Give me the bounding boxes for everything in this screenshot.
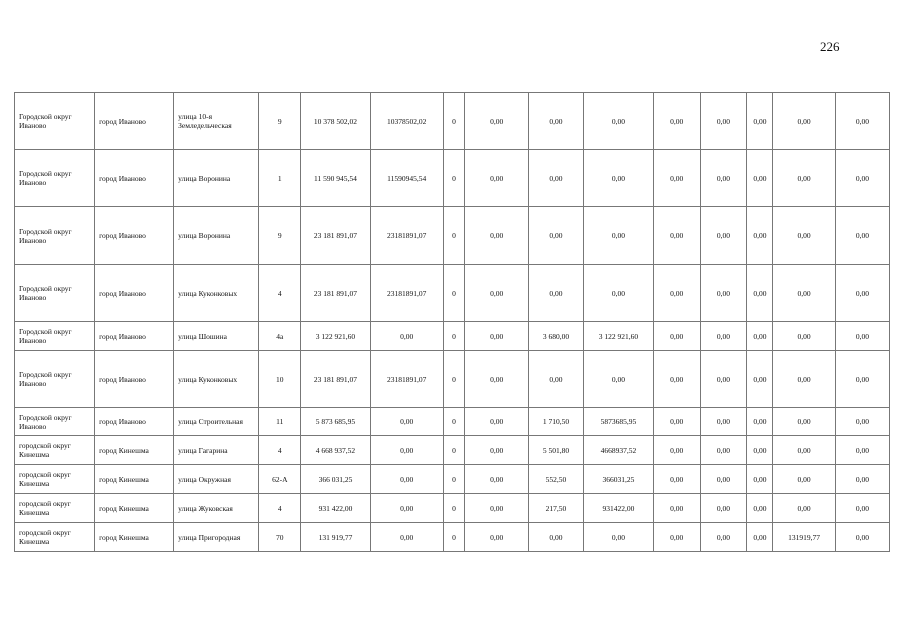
table-cell: 0: [443, 494, 465, 523]
table-cell: 131 919,77: [301, 523, 371, 552]
table-cell: 23181891,07: [370, 265, 443, 322]
table-cell: городской округ Кинешма: [15, 523, 95, 552]
table-cell: 0,00: [465, 207, 528, 265]
table-cell: улица Жуковская: [174, 494, 259, 523]
table-cell: 0: [443, 408, 465, 436]
table-cell: город Иваново: [95, 351, 174, 408]
table-cell: 5 873 685,95: [301, 408, 371, 436]
table-cell: 0,00: [653, 207, 700, 265]
table-row: [15, 523, 890, 552]
table-body: [15, 93, 890, 552]
table-cell: 0,00: [747, 494, 773, 523]
table-cell: 0,00: [465, 93, 528, 150]
table-cell: 11: [259, 408, 301, 436]
table-cell: город Иваново: [95, 93, 174, 150]
table-cell: 62-А: [259, 465, 301, 494]
table-cell: 0,00: [653, 93, 700, 150]
table-cell: 0,00: [528, 351, 583, 408]
page-number: 226: [820, 39, 840, 54]
table-cell: 0,00: [700, 494, 747, 523]
table-row: [15, 351, 890, 408]
table-cell: 931422,00: [584, 494, 654, 523]
table-cell: 0,00: [747, 93, 773, 150]
table-row: [15, 207, 890, 265]
table-cell: город Иваново: [95, 322, 174, 351]
table-cell: 552,50: [528, 465, 583, 494]
table-cell: Городской округ Иваново: [15, 207, 95, 265]
table-cell: город Кинешма: [95, 465, 174, 494]
table-cell: 0,00: [700, 93, 747, 150]
table-cell: 0,00: [370, 465, 443, 494]
table-cell: 0: [443, 93, 465, 150]
table-cell: 5873685,95: [584, 408, 654, 436]
table-cell: 0,00: [835, 150, 889, 207]
table-cell: 4а: [259, 322, 301, 351]
table-cell: 9: [259, 207, 301, 265]
table-cell: 0,00: [773, 351, 835, 408]
table-cell: 4: [259, 436, 301, 465]
table-cell: 0,00: [584, 207, 654, 265]
table-row: [15, 408, 890, 436]
table-cell: 0,00: [773, 265, 835, 322]
table-cell: 0,00: [700, 322, 747, 351]
table-cell: Городской округ Иваново: [15, 93, 95, 150]
table-cell: 0,00: [747, 465, 773, 494]
table-cell: город Иваново: [95, 408, 174, 436]
table-cell: 931 422,00: [301, 494, 371, 523]
table-cell: 0,00: [700, 150, 747, 207]
table-cell: 0,00: [528, 150, 583, 207]
table-cell: 0,00: [700, 265, 747, 322]
table-cell: 0,00: [747, 265, 773, 322]
table-row: [15, 150, 890, 207]
table-cell: 366031,25: [584, 465, 654, 494]
table-cell: улица Шошина: [174, 322, 259, 351]
table-cell: 0,00: [528, 207, 583, 265]
table-cell: 0,00: [653, 523, 700, 552]
table-cell: 0,00: [370, 408, 443, 436]
table-cell: 0,00: [465, 494, 528, 523]
table-cell: 1 710,50: [528, 408, 583, 436]
table-cell: 0,00: [747, 150, 773, 207]
table-cell: 3 122 921,60: [584, 322, 654, 351]
table-cell: 0,00: [584, 523, 654, 552]
table-cell: 0: [443, 265, 465, 322]
table-cell: город Кинешма: [95, 523, 174, 552]
table-cell: 0: [443, 207, 465, 265]
table-cell: 0,00: [700, 436, 747, 465]
table-cell: 0,00: [653, 351, 700, 408]
table-cell: 0,00: [773, 436, 835, 465]
table-cell: 23 181 891,07: [301, 265, 371, 322]
table-row: [15, 494, 890, 523]
table-cell: 23 181 891,07: [301, 207, 371, 265]
table-cell: городской округ Кинешма: [15, 436, 95, 465]
table-cell: 0,00: [465, 436, 528, 465]
table-cell: 70: [259, 523, 301, 552]
table-cell: 0,00: [584, 351, 654, 408]
table-cell: 0,00: [773, 465, 835, 494]
table-cell: 3 680,00: [528, 322, 583, 351]
table-cell: 0,00: [835, 93, 889, 150]
table-cell: улица Воронина: [174, 150, 259, 207]
table-cell: 0,00: [465, 465, 528, 494]
table-cell: 0,00: [700, 408, 747, 436]
table-cell: 0: [443, 436, 465, 465]
table-row: [15, 93, 890, 150]
table-cell: 0,00: [835, 436, 889, 465]
table-cell: 4 668 937,52: [301, 436, 371, 465]
table-cell: 0,00: [835, 408, 889, 436]
table-cell: 0,00: [747, 523, 773, 552]
table-cell: 3 122 921,60: [301, 322, 371, 351]
table-cell: 0,00: [700, 465, 747, 494]
table-cell: городской округ Кинешма: [15, 465, 95, 494]
table-cell: 9: [259, 93, 301, 150]
table-cell: 0,00: [835, 322, 889, 351]
table-cell: 10: [259, 351, 301, 408]
table-cell: 4: [259, 494, 301, 523]
table-cell: 0,00: [835, 494, 889, 523]
table-cell: 0,00: [584, 265, 654, 322]
table-cell: 0,00: [465, 523, 528, 552]
table-cell: 0: [443, 322, 465, 351]
table-cell: 0,00: [528, 265, 583, 322]
table-row: [15, 465, 890, 494]
table-cell: 5 501,80: [528, 436, 583, 465]
table-cell: 0,00: [747, 408, 773, 436]
table-cell: город Иваново: [95, 207, 174, 265]
table-cell: 0,00: [465, 150, 528, 207]
table-cell: Городской округ Иваново: [15, 408, 95, 436]
table-row: [15, 322, 890, 351]
table-cell: город Кинешма: [95, 494, 174, 523]
table-cell: 0,00: [700, 351, 747, 408]
table-cell: 0,00: [370, 322, 443, 351]
table-row: [15, 436, 890, 465]
table-cell: 0,00: [465, 322, 528, 351]
table-cell: 23 181 891,07: [301, 351, 371, 408]
table-cell: 0,00: [370, 523, 443, 552]
table-cell: улица Воронина: [174, 207, 259, 265]
table-cell: 0,00: [653, 265, 700, 322]
table-cell: 0: [443, 523, 465, 552]
table-cell: 0: [443, 465, 465, 494]
table-cell: 0,00: [653, 494, 700, 523]
table-cell: улица Строительная: [174, 408, 259, 436]
table-cell: 0,00: [773, 207, 835, 265]
data-table: [14, 92, 890, 552]
table-cell: улица Пригородная: [174, 523, 259, 552]
table-cell: 0,00: [370, 494, 443, 523]
table-cell: 0,00: [835, 351, 889, 408]
table-cell: улица Гагарина: [174, 436, 259, 465]
table-cell: 10378502,02: [370, 93, 443, 150]
table-cell: 11590945,54: [370, 150, 443, 207]
table-cell: 0,00: [465, 265, 528, 322]
table-cell: Городской округ Иваново: [15, 351, 95, 408]
table-cell: 23181891,07: [370, 351, 443, 408]
table-cell: улица Куконковых: [174, 351, 259, 408]
table-cell: 0,00: [528, 93, 583, 150]
table-cell: 11 590 945,54: [301, 150, 371, 207]
table-cell: 0,00: [653, 150, 700, 207]
table-cell: улица Окружная: [174, 465, 259, 494]
table-cell: 0,00: [465, 351, 528, 408]
table-cell: 0: [443, 351, 465, 408]
table-cell: 0,00: [747, 207, 773, 265]
table-cell: 1: [259, 150, 301, 207]
table-cell: 0,00: [700, 523, 747, 552]
table-cell: 0,00: [835, 523, 889, 552]
table-cell: 10 378 502,02: [301, 93, 371, 150]
table-cell: 0,00: [653, 465, 700, 494]
table-cell: 4: [259, 265, 301, 322]
table-cell: город Иваново: [95, 265, 174, 322]
table-cell: 0,00: [835, 265, 889, 322]
table-cell: 0,00: [747, 351, 773, 408]
table-cell: городской округ Кинешма: [15, 494, 95, 523]
table-cell: 217,50: [528, 494, 583, 523]
table-cell: Городской округ Иваново: [15, 322, 95, 351]
table-cell: 131919,77: [773, 523, 835, 552]
table-cell: 366 031,25: [301, 465, 371, 494]
table-cell: 0,00: [370, 436, 443, 465]
table-cell: 0,00: [747, 436, 773, 465]
table-cell: 4668937,52: [584, 436, 654, 465]
table-cell: 0,00: [653, 408, 700, 436]
table-cell: 0,00: [584, 93, 654, 150]
table-cell: улица 10-я Земледельческая: [174, 93, 259, 150]
table-cell: 0,00: [773, 93, 835, 150]
table-cell: 0,00: [653, 322, 700, 351]
table-row: [15, 265, 890, 322]
table-cell: город Кинешма: [95, 436, 174, 465]
table-cell: 0,00: [773, 494, 835, 523]
table-cell: 0,00: [773, 150, 835, 207]
table-cell: Городской округ Иваново: [15, 265, 95, 322]
table-cell: 0: [443, 150, 465, 207]
table-cell: 23181891,07: [370, 207, 443, 265]
table-cell: Городской округ Иваново: [15, 150, 95, 207]
table-cell: 0,00: [465, 408, 528, 436]
table-cell: 0,00: [773, 322, 835, 351]
table-cell: город Иваново: [95, 150, 174, 207]
table-cell: улица Куконковых: [174, 265, 259, 322]
table-cell: 0,00: [700, 207, 747, 265]
table-cell: 0,00: [653, 436, 700, 465]
table-cell: 0,00: [528, 523, 583, 552]
table-cell: 0,00: [747, 322, 773, 351]
table-cell: 0,00: [773, 408, 835, 436]
table-cell: 0,00: [835, 207, 889, 265]
table-cell: 0,00: [584, 150, 654, 207]
table-cell: 0,00: [835, 465, 889, 494]
